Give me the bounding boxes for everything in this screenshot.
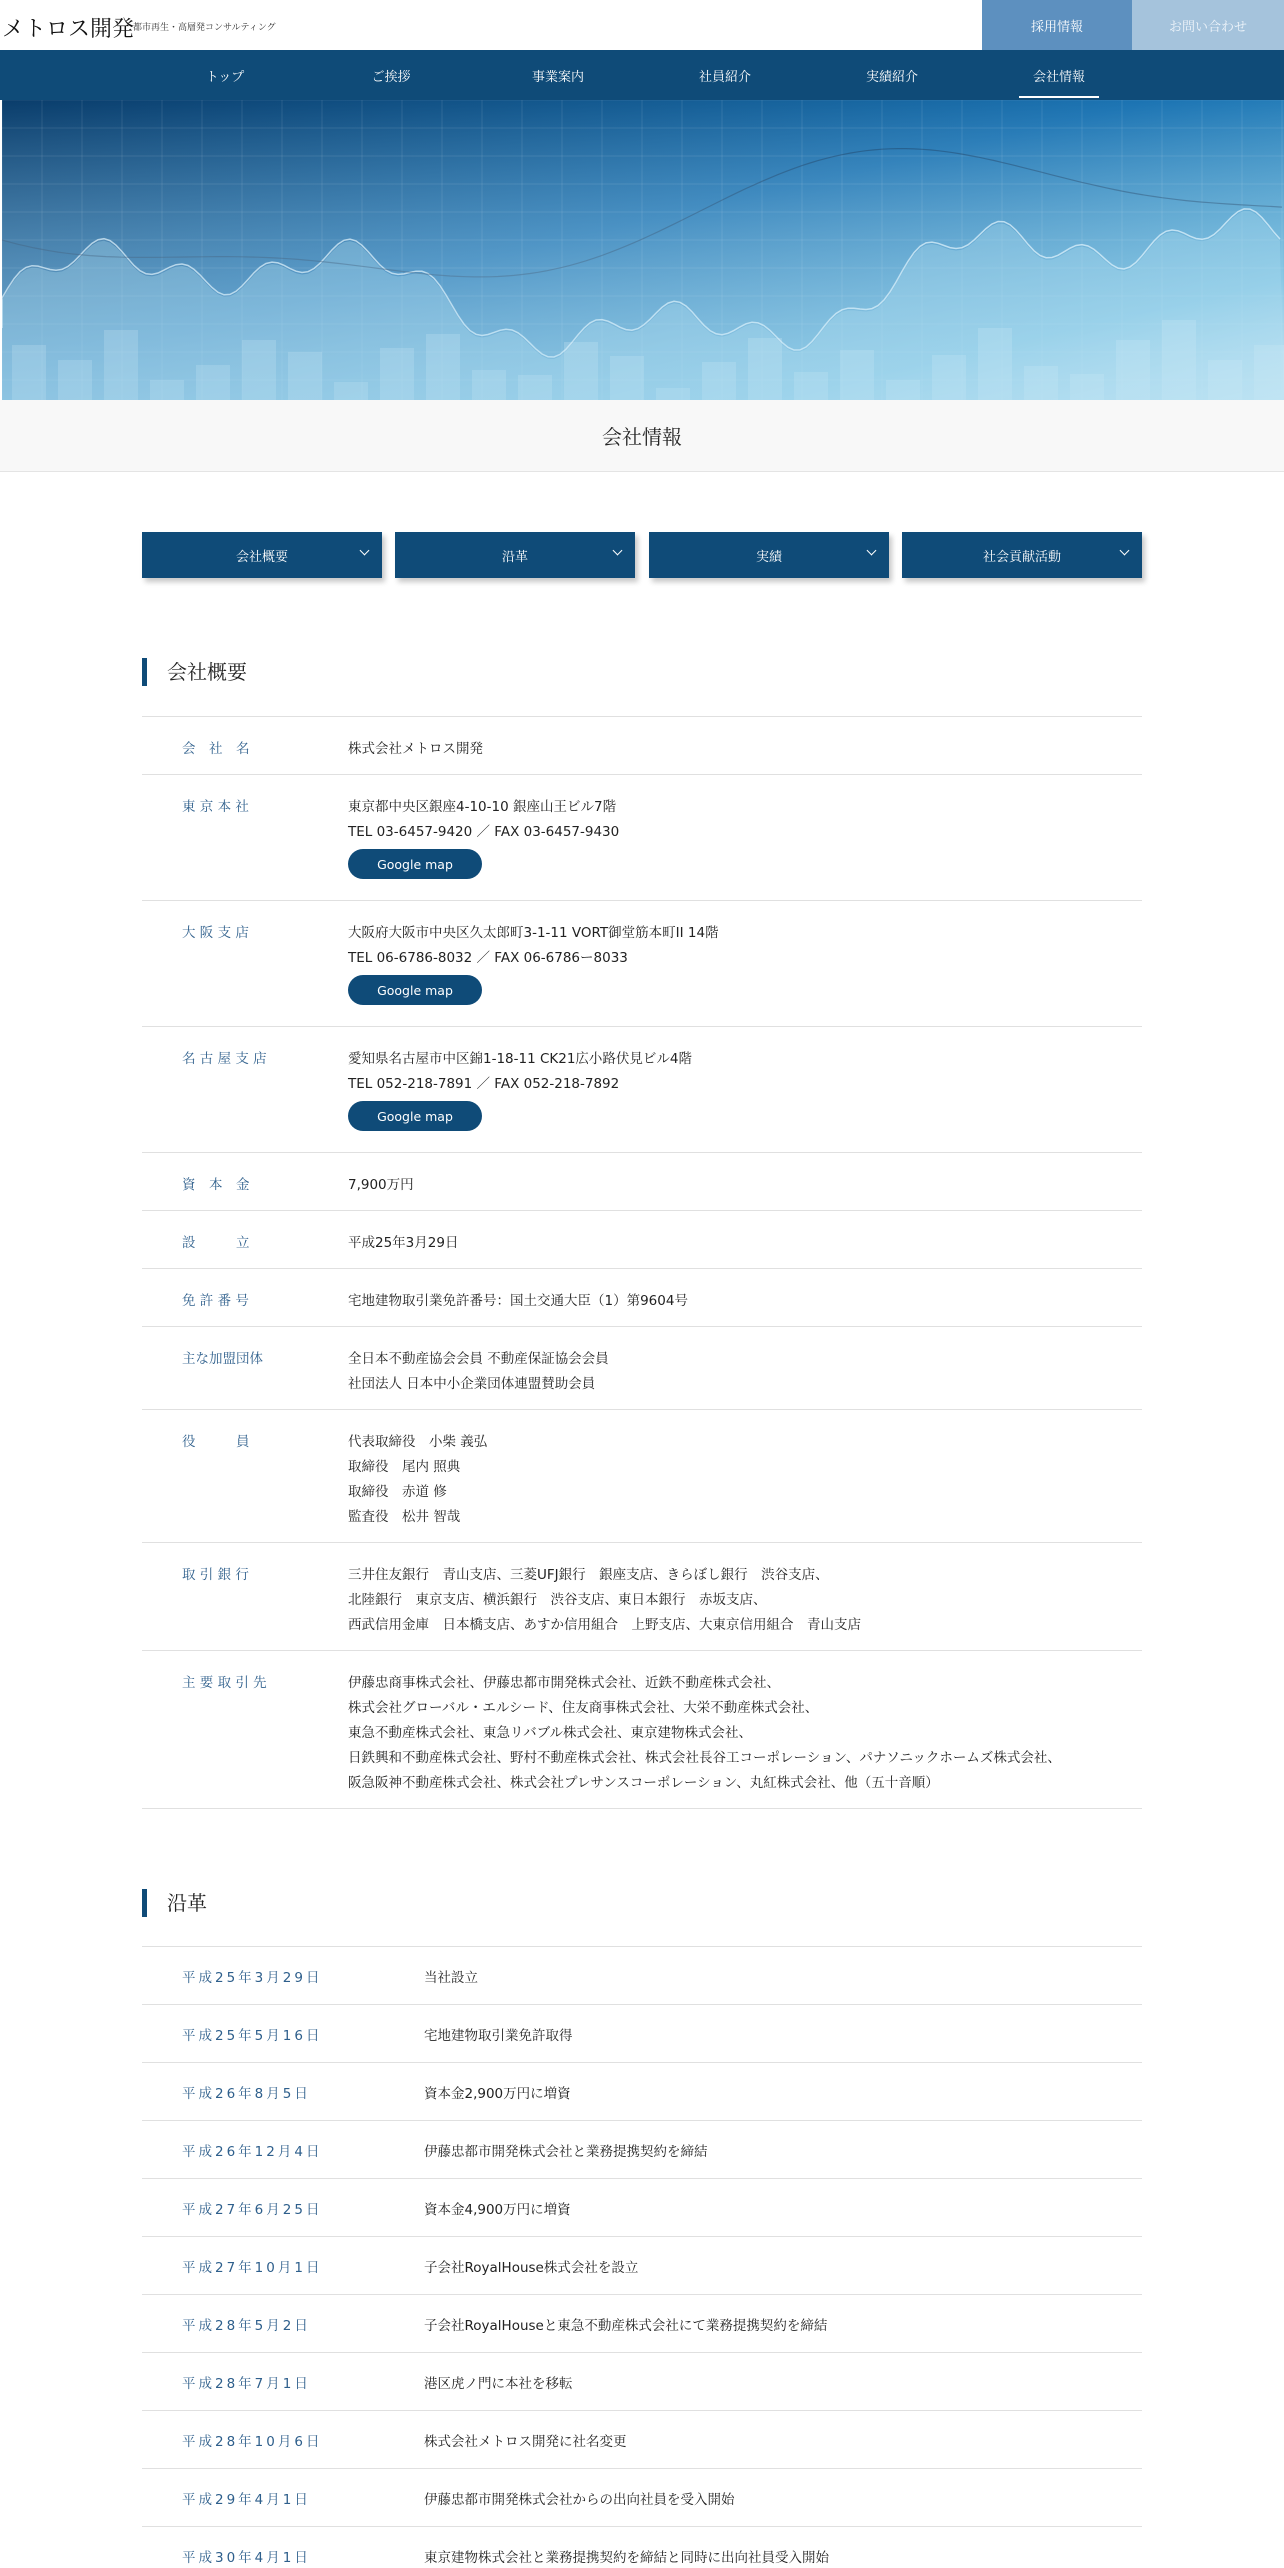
tab-overview[interactable] <box>142 532 382 578</box>
row-value <box>348 1347 609 1397</box>
value-line: 取締役 赤道 修 <box>348 1484 447 1500</box>
history-row <box>142 2236 1142 2294</box>
google-map-button-tokyo[interactable]: Google map <box>348 849 482 879</box>
row-label: 設 立 <box>182 1235 250 1251</box>
value-line: 大阪府大阪市中央区久太郎町3-1-11 VORT御堂筋本町II 14階 <box>348 925 719 941</box>
tab-results[interactable] <box>649 532 889 578</box>
overview-row-capital <box>142 1152 1142 1210</box>
row-value <box>348 1173 414 1198</box>
tab-label: 会社概要 <box>235 549 288 565</box>
row-label: 大 阪 支 店 <box>182 925 249 941</box>
row-value <box>348 737 483 762</box>
history-date: 平成27年10月1日 <box>182 2260 323 2276</box>
value-line: 7,900万円 <box>348 1177 414 1193</box>
value-line: TEL 052-218-7891 ／ FAX 052-218-7892 <box>348 1076 620 1092</box>
row-value <box>348 1563 861 1638</box>
history-date: 平成28年7月1日 <box>182 2376 311 2392</box>
history-event: 資本金4,900万円に増資 <box>424 2202 571 2218</box>
history-row <box>142 2004 1142 2062</box>
site-logo[interactable]: メトロス開発 <box>2 17 135 42</box>
tab-social-contribution[interactable] <box>902 532 1142 578</box>
row-value <box>348 1289 688 1314</box>
row-label: 役 員 <box>182 1434 250 1450</box>
history-event: 子会社RoyalHouse株式会社を設立 <box>424 2260 639 2276</box>
history-event: 伊藤忠都市開発株式会社と業務提携契約を締結 <box>424 2144 708 2160</box>
site-header <box>0 0 1284 50</box>
value-line: 株式会社メトロス開発 <box>348 741 483 757</box>
value-line: 北陸銀行 東京支店、横浜銀行 渋谷支店、東日本銀行 赤坂支店、 <box>348 1592 767 1608</box>
tab-label: 社会貢献活動 <box>982 549 1061 565</box>
section-tabs <box>142 532 1142 578</box>
google-map-button-nagoya[interactable]: Google map <box>348 1101 482 1131</box>
history-date: 平成29年4月1日 <box>182 2492 311 2508</box>
overview-row-established <box>142 1210 1142 1268</box>
tab-label: 実績 <box>755 549 782 565</box>
chevron-down-icon <box>613 546 623 556</box>
overview-heading: 会社概要 <box>142 658 247 686</box>
nav-item-greeting[interactable]: ご挨拶 <box>371 69 411 85</box>
nav-item-company[interactable]: 会社情報 <box>1009 50 1109 100</box>
overview-row-tokyo-hq <box>142 774 1142 900</box>
table-bottom-border <box>142 1808 1142 1809</box>
row-label: 東 京 本 社 <box>182 799 249 815</box>
overview-row-associations <box>142 1326 1142 1409</box>
history-row <box>142 2120 1142 2178</box>
nav-item-staff[interactable]: 社員紹介 <box>698 69 751 85</box>
history-row <box>142 1946 1142 2004</box>
tab-label: 沿革 <box>501 549 528 565</box>
history-row <box>142 2294 1142 2352</box>
value-line: TEL 03-6457-9420 ／ FAX 03-6457-9430 <box>348 824 620 840</box>
google-map-button-osaka[interactable]: Google map <box>348 975 482 1005</box>
overview-row-osaka-branch <box>142 900 1142 1026</box>
history-row <box>142 2178 1142 2236</box>
value-line: 東急不動産株式会社、東急リバブル株式会社、東京建物株式会社、 <box>348 1725 753 1741</box>
row-value <box>348 795 619 879</box>
row-label: 資 本 金 <box>182 1177 250 1193</box>
nav-item-works[interactable]: 実績紹介 <box>865 69 918 85</box>
history-event: 当社設立 <box>424 1970 478 1986</box>
site-tagline: 都市再生・高層発コンサルティング <box>133 23 276 33</box>
history-date: 平成30年4月1日 <box>182 2550 311 2566</box>
history-event: 子会社RoyalHouseと東急不動産株式会社にて業務提携契約を締結 <box>424 2318 828 2334</box>
row-value <box>348 921 719 1005</box>
value-line: 東京都中央区銀座4-10-10 銀座山王ビル7階 <box>348 799 617 815</box>
history-date: 平成28年5月2日 <box>182 2318 311 2334</box>
overview-row-license <box>142 1268 1142 1326</box>
value-line: 西武信用金庫 日本橋支店、あすか信用組合 上野支店、大東京信用組合 青山支店 <box>348 1617 861 1633</box>
chevron-down-icon <box>1120 546 1130 556</box>
contact-button[interactable]: お問い合わせ <box>1132 0 1284 50</box>
history-row <box>142 2526 1142 2568</box>
row-label: 主な加盟団体 <box>182 1351 263 1367</box>
row-value <box>348 1430 487 1530</box>
row-label: 主 要 取 引 先 <box>182 1675 267 1691</box>
value-line: 代表取締役 小柴 義弘 <box>348 1434 488 1450</box>
history-event: 株式会社メトロス開発に社名変更 <box>424 2434 627 2450</box>
overview-row-clients <box>142 1650 1142 1808</box>
chevron-down-icon <box>360 546 370 556</box>
overview-row-nagoya-branch <box>142 1026 1142 1152</box>
value-line: TEL 06-6786-8032 ／ FAX 06-6786ー8033 <box>348 950 628 966</box>
hero-image <box>2 100 1284 400</box>
value-line: 取締役 尾内 照典 <box>348 1459 461 1475</box>
page-title-band <box>0 400 1284 472</box>
value-line: 愛知県名古屋市中区錦1-18-11 CK21広小路伏見ビル4階 <box>348 1051 693 1067</box>
value-line: 社団法人 日本中小企業団体連盟賛助会員 <box>348 1376 596 1392</box>
overview-row-company-name <box>142 716 1142 774</box>
tab-history[interactable] <box>395 532 635 578</box>
main-nav <box>0 50 1284 100</box>
row-value <box>348 1671 1061 1796</box>
nav-item-top[interactable]: トップ <box>205 69 245 85</box>
value-line: 全日本不動産協会会員 不動産保証協会会員 <box>348 1351 609 1367</box>
history-row <box>142 2062 1142 2120</box>
history-row <box>142 2468 1142 2526</box>
history-date: 平成28年10月6日 <box>182 2434 323 2450</box>
value-line: 平成25年3月29日 <box>348 1235 459 1251</box>
history-event: 宅地建物取引業免許取得 <box>424 2028 573 2044</box>
history-event: 資本金2,900万円に増資 <box>424 2086 571 2102</box>
history-date: 平成27年6月25日 <box>182 2202 323 2218</box>
row-value <box>348 1231 458 1256</box>
history-event: 伊藤忠都市開発株式会社からの出向社員を受入開始 <box>424 2492 735 2508</box>
history-date: 平成25年3月29日 <box>182 1970 323 1986</box>
value-line: 日鉄興和不動産株式会社、野村不動産株式会社、株式会社長谷工コーポレーション、パナソニックホームズ株式会社、 <box>348 1750 1061 1766</box>
value-line: 宅地建物取引業免許番号：国土交通大臣（1）第9604号 <box>348 1293 688 1309</box>
history-date: 平成26年8月5日 <box>182 2086 311 2102</box>
history-row <box>142 2352 1142 2410</box>
history-heading: 沿革 <box>142 1889 207 1917</box>
row-label: 取 引 銀 行 <box>182 1567 249 1583</box>
row-value <box>348 1047 692 1131</box>
row-label: 免 許 番 号 <box>182 1293 249 1309</box>
recruit-button[interactable]: 採用情報 <box>982 0 1132 50</box>
row-label: 名 古 屋 支 店 <box>182 1051 267 1067</box>
history-event: 東京建物株式会社と業務提携契約を締結と同時に出向社員受入開始 <box>424 2550 829 2566</box>
value-line: 伊藤忠商事株式会社、伊藤忠都市開発株式会社、近鉄不動産株式会社、 <box>348 1675 780 1691</box>
overview-row-banks <box>142 1542 1142 1650</box>
chevron-down-icon <box>867 546 877 556</box>
value-line: 阪急阪神不動産株式会社、株式会社プレサンスコーポレーション、丸紅株式会社、他（五十音順） <box>348 1775 939 1791</box>
row-label: 会 社 名 <box>182 741 250 757</box>
page-title: 会社情報 <box>602 425 682 449</box>
value-line: 株式会社グローバル・エルシード、住友商事株式会社、大栄不動産株式会社、 <box>348 1700 819 1716</box>
history-row <box>142 2410 1142 2468</box>
overview-row-officers <box>142 1409 1142 1542</box>
value-line: 監査役 松井 智哉 <box>348 1509 461 1525</box>
history-date: 平成25年5月16日 <box>182 2028 323 2044</box>
history-event: 港区虎ノ門に本社を移転 <box>424 2376 573 2392</box>
history-date: 平成26年12月4日 <box>182 2144 323 2160</box>
nav-item-business[interactable]: 事業案内 <box>531 69 584 85</box>
value-line: 三井住友銀行 青山支店、三菱UFJ銀行 銀座支店、きらぼし銀行 渋谷支店、 <box>348 1567 829 1583</box>
